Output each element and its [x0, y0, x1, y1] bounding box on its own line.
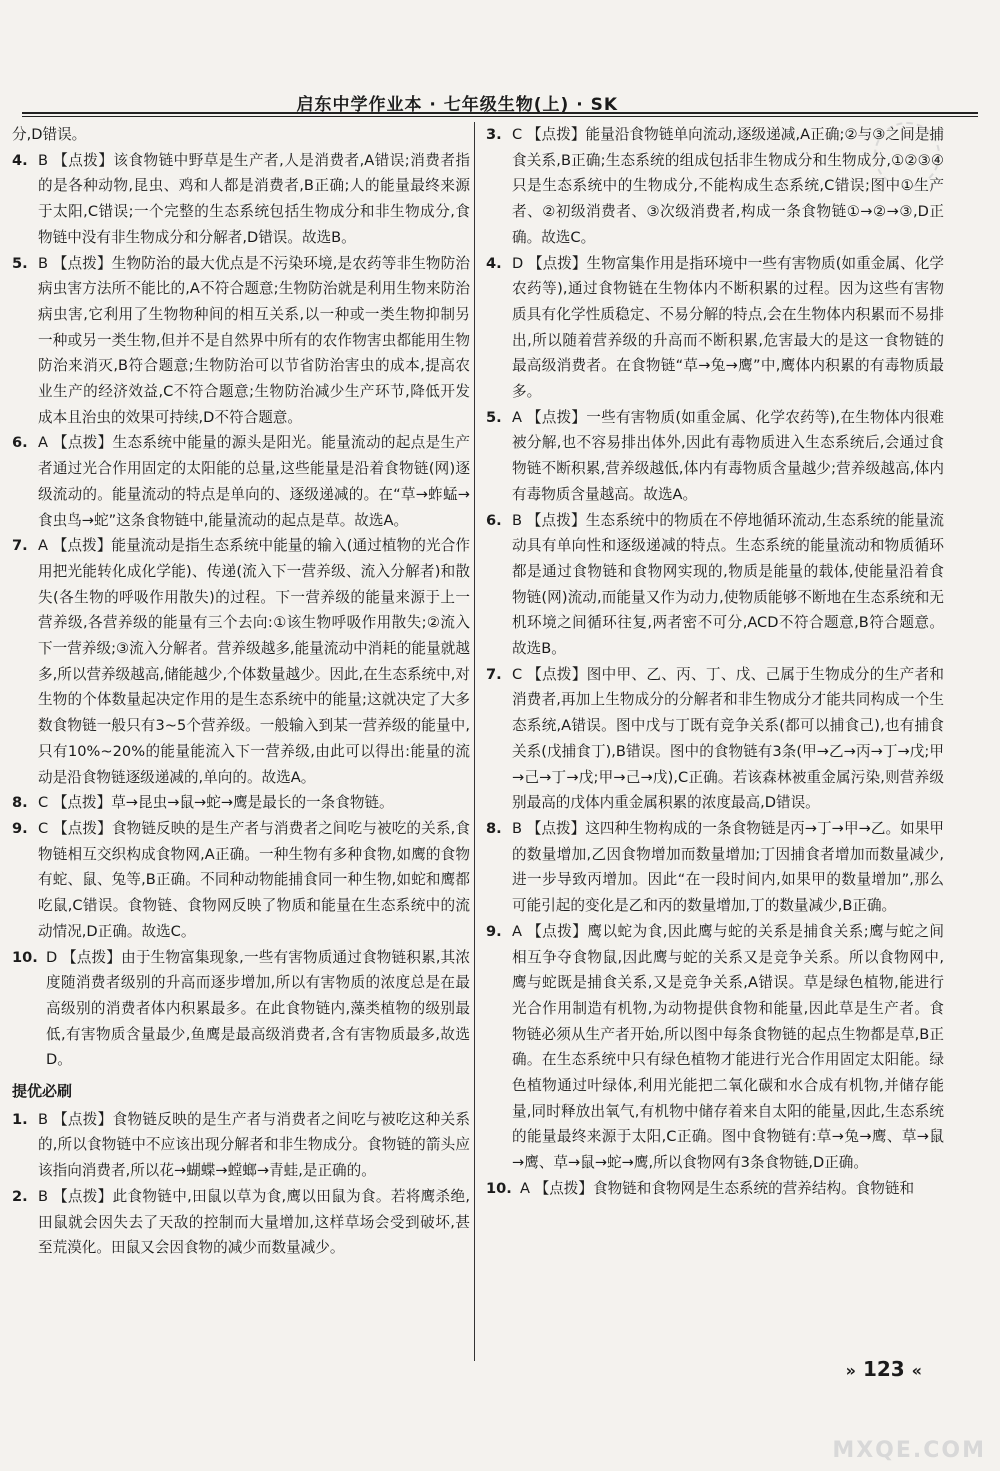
answer-number: 2. [12, 1187, 28, 1205]
answer-item [486, 919, 944, 1176]
answer-text: C 【点拨】图中甲、乙、丙、丁、戊、己属于生物成分的生产者和消费者,再加上生物成分的分解者和非生物成分才能共同构成一个生态系统,A错误。图中戊与丁既有竞争关系(都可以捕食己),也有捕食关系(戊捕食丁),B错误。图中的食物链有3条(甲→乙→丙→丁→戊;甲→己→丁→戊;甲→己→戊),C正确。若该森林被重金属污染,则营养级别最高的戊体内重金属积累的浓度最高,D错误。 [512, 665, 944, 812]
header-rule [22, 112, 978, 114]
answer-number: 7. [12, 537, 28, 555]
answer-item [12, 251, 470, 431]
answer-item [12, 790, 470, 816]
answer-item [12, 430, 470, 533]
answer-text: A 【点拨】鹰以蛇为食,因此鹰与蛇的关系是捕食关系;鹰与蛇之间相互争夺食物鼠,因此鹰与蛇的关系又是竞争关系。所以食物网中,鹰与蛇既是捕食关系,又是竞争关系,A错误。草是绿色植物,能进行光合作用制造有机物,为动物提供食物和能量,因此草是生产者。食物链必须从生产者开始,所以图中每条食物链的起点生物都是草,B正确。在生态系统中只有绿色植物才能进行光合作用固定太阳能。绿色植物通过叶绿体,利用光能把二氧化碳和水合成有机物,并储存能量,同时释放出氧气,有机物中储存着来自太阳的能量,因此,生态系统的能量最终来源于太阳,C正确。图中食物链有:草→兔→鹰、草→鼠→鹰、草→鼠→蛇→鹰,所以食物网有3条食物链,D正确。 [512, 922, 944, 1172]
answer-item [486, 662, 944, 816]
page-number [846, 1357, 922, 1381]
answer-text: A 【点拨】食物链和食物网是生态系统的营养结构。食物链和 [520, 1179, 915, 1197]
answer-number: 9. [486, 922, 502, 940]
answer-item [486, 1176, 944, 1202]
answer-text: D 【点拨】生物富集作用是指环境中一些有害物质(如重金属、化学农药等),通过食物链在生物体内不断积累的过程。因为这些有害物质具有化学性质稳定、不易分解的特点,会在生物体内积累而不易排出,所以随着营养级的升高而不断积累,危害最大的是这一食物链的最高级消费者。在食物链“草→兔→鹰”中,鹰体内积累的有毒物质最多。 [512, 254, 944, 401]
header-rule-thin [22, 116, 978, 117]
page-header [22, 0, 978, 120]
answer-text: C 【点拨】食物链反映的是生产者与消费者之间吃与被吃的关系,食物链相互交织构成食物网,A正确。一种生物有多种食物,如鹰的食物有蛇、鼠、兔等,B正确。不同种动物能捕食同一种生物,如蛇和鹰都吃鼠,C错误。食物链、食物网反映了物质和能量在生态系统中的流动情况,D正确。故选C。 [38, 819, 470, 940]
answer-number: 6. [486, 511, 502, 529]
watermark: MXQE.COM [832, 1438, 986, 1463]
chevron-left-icon: « [911, 1361, 922, 1380]
answer-text: D 【点拨】由于生物富集现象,一些有害物质通过食物链积累,其浓度随消费者级别的升高而逐步增加,所以有害物质的浓度总是在最高级别的消费者体内积累最多。在此食物链内,藻类植物的级别最低,有害物质含量最少,鱼鹰是最高级消费者,含有害物质最多,故选D。 [46, 948, 470, 1069]
answer-number: 10. [486, 1179, 512, 1197]
answer-number: 4. [12, 151, 28, 169]
answer-item [12, 945, 470, 1074]
answer-text: A 【点拨】能量流动是指生态系统中能量的输入(通过植物的光合作用把光能转化成化学能)、传递(流入下一营养级、流入分解者)和散失(各生物的呼吸作用散失)的过程。下一营养级的能量来源于上一营养级,各营养级的能量有三个去向:①该生物呼吸作用散失;②流入下一营养级;③流入分解者。营养级越多,能量流动中消耗的能量就越多,所以营养级越高,储能越少,个体数量越少。因此,在生态系统中,对生物的个体数量起决定作用的是生态系统中的能量;这就决定了大多数食物链一般只有3~5个营养级。一般输入到某一营养级的能量中,只有10%~20%的能量能流入下一营养级,由此可以得出:能量的流动是沿食物链逐级递减的,单向的。故选A。 [38, 537, 470, 786]
answer-text: C 【点拨】草→昆虫→鼠→蛇→鹰是最长的一条食物链。 [38, 794, 394, 812]
answer-number: 8. [486, 819, 502, 837]
answer-item [12, 148, 470, 251]
answer-item [486, 122, 944, 251]
answer-number: 1. [12, 1110, 28, 1128]
header-title: 启东中学作业本 · 七年级生物(上) · SK [296, 95, 618, 115]
answer-number: 5. [12, 254, 28, 272]
answer-number: 3. [486, 126, 502, 143]
right-column [486, 122, 944, 1356]
page-number-text: 123 [862, 1357, 905, 1381]
answer-text: B 【点拨】生态系统中的物质在不停地循环流动,生态系统的能量流动具有单向性和逐级递减的特点。生态系统的能量流动和物质循环都是通过食物链和食物网实现的,物质是能量的载体,使能量沿着食物链(网)流动,而能量又作为动力,使物质能够不断地在生态系统和无机环境之间循环往复,两者密不可分,ACD不符合题意,B符合题意。故选B。 [512, 511, 944, 658]
answer-item [486, 508, 944, 662]
answer-text: B 【点拨】生物防治的最大优点是不污染环境,是农药等非生物防治病虫害方法所不能比的,A不符合题意;生物防治就是利用生物来防治病虫害,它利用了生物物种间的相互关系,以一种或一类生物抑制另一种或另一类生物,但并不是自然界中所有的农作物害虫都能用生物防治来消灭,B符合题意;生物防治可以节省防治害虫的成本,提高农业生产的经济效益,C不符合题意;生物防治减少生产环节,降低开发成本且治虫的效果可持续,D不符合题意。 [38, 254, 470, 426]
answer-text: B 【点拨】该食物链中野草是生产者,人是消费者,A错误;消费者指的是各种动物,昆虫、鸡和人都是消费者,B正确;人的能量最终来源于太阳,C错误;一个完整的生态系统包括生物成分和非生物成分,食物链中没有非生物成分和分解者,D错误。故选B。 [38, 151, 470, 246]
answer-item [12, 1107, 470, 1184]
answer-number: 9. [12, 819, 28, 837]
answer-item [12, 533, 470, 790]
answer-item [12, 1184, 470, 1261]
answer-item [486, 405, 944, 508]
section-title: 提优必刷 [12, 1082, 73, 1101]
answer-text: B 【点拨】食物链反映的是生产者与消费者之间吃与被吃这种关系的,所以食物链中不应该出现分解者和非生物成分。食物链的箭头应该指向消费者,所以花→蝴蝶→螳螂→青蛙,是正确的。 [38, 1110, 470, 1180]
chevron-right-icon: » [845, 1361, 856, 1380]
answer-number: 10. [12, 948, 38, 966]
answer-item [486, 251, 944, 405]
column-divider [474, 122, 475, 1361]
answer-item [12, 816, 470, 945]
answer-number: 6. [12, 434, 28, 452]
answer-text: 分,D错误。 [12, 126, 87, 143]
answer-text: B 【点拨】此食物链中,田鼠以草为食,鹰以田鼠为食。若将鹰杀绝,田鼠就会因失去了天敌的控制而大量增加,这样草场会受到破坏,甚至荒漠化。田鼠又会因食物的减少而数量减少。 [38, 1187, 470, 1257]
answer-number: 5. [486, 408, 502, 426]
answer-text: A 【点拨】生态系统中能量的源头是阳光。能量流动的起点是生产者通过光合作用固定的太阳能的总量,这些能量是沿着食物链(网)逐级流动的。能量流动的特点是单向的、逐级递减的。在“草→蚱蜢→食虫鸟→蛇”这条食物链中,能量流动的起点是草。故选A。 [38, 434, 470, 529]
answer-text: A 【点拨】一些有害物质(如重金属、化学农药等),在生物体内很难被分解,也不容易排出体外,因此有毒物质进入生态系统后,会通过食物链不断积累,营养级越低,体内有毒物质含量越少;营养级越高,体内有毒物质含量越高。故选A。 [512, 408, 944, 503]
answer-item [486, 816, 944, 919]
answer-number: 8. [12, 794, 28, 812]
answer-text: C 【点拨】能量沿食物链单向流动,逐级递减,A正确;②与③之间是捕食关系,B正确;生态系统的组成包括非生物成分和生物成分,①②③④只是生态系统中的生物成分,不能构成生态系统,C错误;图中①生产者、②初级消费者、③次级消费者,构成一条食物链①→②→③,D正确。故选C。 [512, 126, 944, 246]
answer-item [12, 122, 470, 148]
answer-number: 4. [486, 254, 502, 272]
answer-text: B 【点拨】这四种生物构成的一条食物链是丙→丁→甲→乙。如果甲的数量增加,乙因食物增加而数量增加;丁因捕食者增加而数量减少,进一步导致丙增加。因此“在一段时间内,如果甲的数量增加”,那么可能引起的变化是乙和丙的数量增加,丁的数量减少,B正确。 [512, 819, 944, 915]
answer-number: 7. [486, 665, 502, 683]
left-column [12, 122, 470, 1356]
